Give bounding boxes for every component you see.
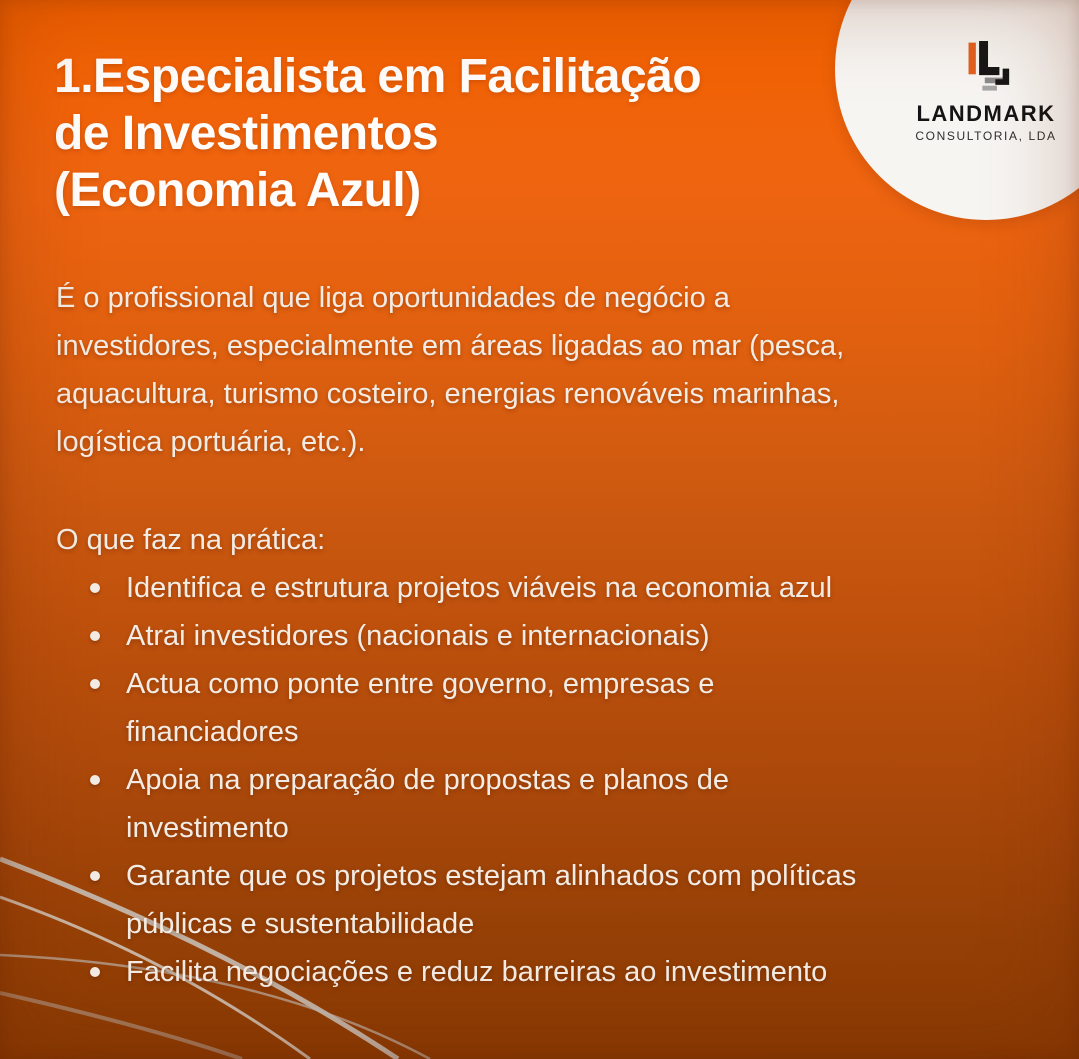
bullet-icon [90, 775, 100, 785]
logo-name: LANDMARK [916, 101, 1056, 126]
list-item [56, 612, 856, 660]
bullet-icon [90, 631, 100, 641]
title-line-2: de Investimentos [54, 107, 439, 160]
list-item [56, 852, 856, 948]
list-item-line: Apoia na preparação de propostas e planos de [126, 764, 729, 796]
intro-line: logística portuária, etc.). [56, 426, 366, 458]
list-item-line: públicas e sustentabilidade [126, 908, 475, 940]
list-item-line: financiadores [126, 716, 299, 748]
list-item [56, 756, 856, 852]
practice-list [56, 564, 856, 996]
list-item-line: investimento [126, 812, 289, 844]
bullet-icon [90, 871, 100, 881]
list-item-line: Facilita negociações e reduz barreiras ao investimento [126, 956, 828, 988]
page-title [54, 48, 701, 219]
practice-heading: O que faz na prática: [56, 524, 326, 556]
list-item [56, 660, 856, 756]
list-item-line: Actua como ponte entre governo, empresas e [126, 668, 715, 700]
list-item [56, 564, 856, 612]
list-item [56, 948, 856, 996]
logo-subtitle: CONSULTORIA, LDA [915, 129, 1057, 144]
title-line-3: (Economia Azul) [54, 164, 421, 217]
bullet-icon [90, 679, 100, 689]
intro-paragraph [56, 274, 844, 466]
bullet-icon [90, 967, 100, 977]
logo-badge [835, 0, 1079, 220]
bullet-icon [90, 583, 100, 593]
intro-line: aquacultura, turismo costeiro, energias renováveis marinhas, [56, 378, 840, 410]
logo-content [915, 36, 1056, 143]
intro-line: investidores, especialmente em áreas ligadas ao mar (pesca, [56, 330, 845, 362]
landmark-logo-icon [960, 36, 1012, 98]
list-item-line: Atrai investidores (nacionais e internacionais) [126, 620, 710, 652]
title-line-1: 1.Especialista em Facilitação [54, 50, 702, 103]
intro-line: É o profissional que liga oportunidades de negócio a [56, 282, 730, 314]
list-item-line: Identifica e estrutura projetos viáveis na economia azul [126, 572, 833, 604]
list-item-line: Garante que os projetos estejam alinhados com políticas [126, 860, 857, 892]
